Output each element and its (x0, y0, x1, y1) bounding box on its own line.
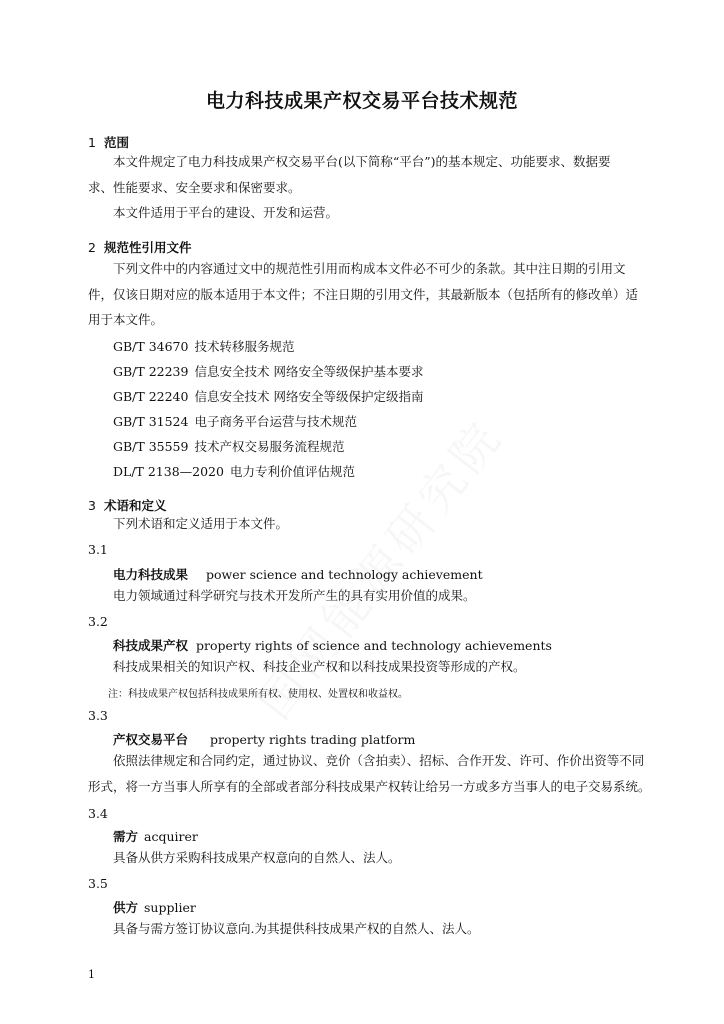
terms-intro: 下列术语和定义适用于本文件。 (113, 516, 289, 531)
term-definition: 具备从供方采购科技成果产权意向的自然人、法人。 (113, 850, 401, 865)
term-cn: 供方 (113, 900, 139, 915)
term-en: acquirer (144, 829, 198, 844)
refs-intro-line: 用于本文件。 (88, 312, 164, 327)
term-definition: 电力领域通过科学研究与技术开发所产生的具有实用价值的成果。 (113, 588, 476, 603)
reference-item (113, 437, 344, 455)
reference-code: GB/T 22239 (113, 364, 189, 379)
document-title: 电力科技成果产权交易平台技术规范 (205, 90, 518, 112)
section-2-heading (88, 238, 191, 256)
term-number: 3.4 (88, 806, 108, 821)
reference-code: GB/T 34670 (113, 339, 189, 354)
reference-title: 信息安全技术 网络安全等级保护定级指南 (194, 389, 424, 404)
term-heading (113, 636, 552, 654)
term-cn: 科技成果产权 (113, 638, 189, 653)
reference-code: GB/T 22240 (113, 389, 189, 404)
section-number: 3 (88, 498, 96, 513)
section-1-heading (88, 133, 129, 151)
term-number: 3.3 (88, 708, 108, 723)
scope-paragraph-line: 求、性能要求、安全要求和保密要求。 (88, 180, 301, 195)
term-number: 3.5 (88, 876, 108, 891)
reference-item (113, 337, 294, 355)
term-note: 注：科技成果产权包括科技成果所有权、使用权、处置权和收益权。 (108, 689, 408, 700)
section-number: 2 (88, 240, 96, 255)
term-number: 3.2 (88, 614, 108, 629)
term-number: 3.1 (88, 542, 108, 557)
reference-code: DL/T 2138—2020 (113, 464, 224, 479)
reference-title: 技术产权交易服务流程规范 (194, 439, 345, 454)
term-cn: 需方 (113, 829, 139, 844)
refs-intro-line: 件，仅该日期对应的版本适用于本文件；不注日期的引用文件，其最新版本（包括所有的修改单）适 (88, 287, 639, 302)
term-en: property rights of science and technology achievements (196, 638, 552, 653)
reference-code: GB/T 31524 (113, 414, 189, 429)
section-title: 规范性引用文件 (103, 240, 192, 255)
term-definition-line: 形式，将一方当事人所享有的全部或者部分科技成果产权转让给另一方或多方当事人的电子交易系统。 (88, 779, 651, 794)
term-heading (113, 827, 198, 845)
section-title: 术语和定义 (103, 498, 167, 513)
term-definition: 科技成果相关的知识产权、科技企业产权和以科技成果投资等形成的产权。 (113, 659, 526, 674)
scope-paragraph-line: 本文件规定了电力科技成果产权交易平台(以下简称“平台”)的基本规定、功能要求、数据要 (113, 154, 611, 169)
refs-intro-line: 下列文件中的内容通过文中的规范性引用而构成本文件必不可少的条款。其中注日期的引用文 (113, 261, 626, 276)
reference-title: 电力专利价值评估规范 (229, 464, 355, 479)
reference-code: GB/T 35559 (113, 439, 189, 454)
scope-paragraph: 本文件适用于平台的建设、开发和运营。 (113, 205, 339, 220)
term-definition: 具备与需方签订协议意向.为其提供科技成果产权的自然人、法人。 (113, 921, 480, 936)
term-heading (113, 898, 196, 916)
section-number: 1 (88, 135, 96, 150)
reference-title: 技术转移服务规范 (194, 339, 295, 354)
reference-title: 电子商务平台运营与技术规范 (194, 414, 357, 429)
reference-item (113, 387, 423, 405)
reference-item (113, 462, 355, 480)
term-cn: 产权交易平台 (113, 732, 189, 747)
page-number: 1 (88, 968, 95, 981)
reference-item (113, 412, 357, 430)
term-heading (113, 565, 483, 583)
term-en: property rights trading platform (210, 732, 416, 747)
term-definition-line: 依照法律规定和合同约定，通过协议、竞价（含拍卖）、招标、合作开发、许可、作价出资等不同 (113, 753, 645, 768)
term-heading (113, 730, 415, 748)
section-title: 范围 (103, 135, 129, 150)
term-en: power science and technology achievement (206, 567, 483, 582)
term-en: supplier (144, 900, 196, 915)
term-cn: 电力科技成果 (113, 567, 189, 582)
reference-item (113, 362, 423, 380)
reference-title: 信息安全技术 网络安全等级保护基本要求 (194, 364, 424, 379)
